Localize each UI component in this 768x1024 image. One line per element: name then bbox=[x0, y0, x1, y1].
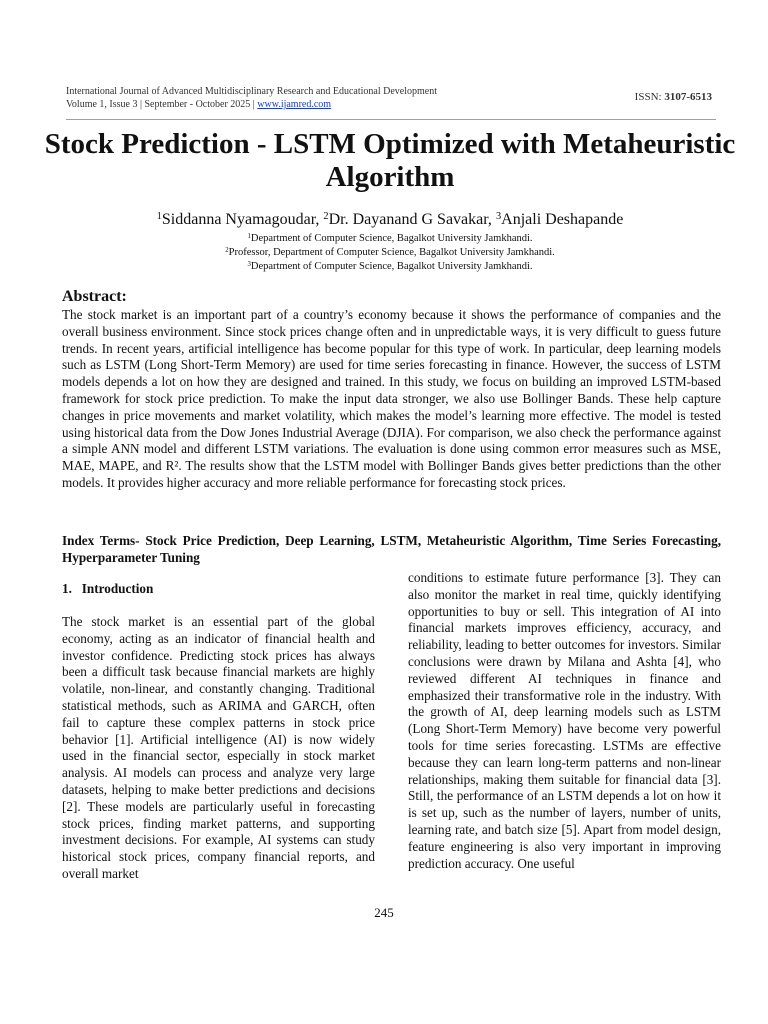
journal-url-link[interactable]: www.ijamred.com bbox=[257, 99, 332, 110]
abstract-text: The stock market is an important part of a country’s economy because it shows the performance of companies and the overall business environment. Since stock prices change often and in unpredictable ways, it is very difficult to guess future trends. In recent years, artificial intelligence has become popular for this type of work. In particular, deep learning models such as LSTM (Long Short-Term Memory) are used for time series forecasting in finance. However, the success of LSTM models depends a lot on how they are designed and trained. In this study, we focus on building an improved LSTM-based framework for stock price prediction. To make the input data stronger, we also use Bollinger Bands. These help capture changes in price movements and market volatility, which makes the model’s learning more effective. The model is tested using historical data from the Dow Jones Industrial Average (DJIA). For comparison, we also check the performance against a simple ANN model and different LSTM variations. The evaluation is done using common error measures such as MSE, MAE, MAPE, and R². The results show that the LSTM model with Bollinger Bands gives better predictions than the other models. It provides higher accuracy and more reliable performance for forecasting stock prices. bbox=[62, 307, 721, 490]
page-number: 245 bbox=[374, 905, 394, 920]
affiliation-2-sup: 2 bbox=[225, 246, 229, 254]
journal-name: International Journal of Advanced Multidisciplinary Research and Educational Development bbox=[66, 86, 437, 97]
affiliation-2 bbox=[40, 247, 740, 259]
author-3-sup: 3 bbox=[495, 211, 502, 223]
affiliation-1-text: Department of Computer Science, Bagalkot University Jamkhandi. bbox=[250, 233, 533, 244]
author-list bbox=[40, 210, 740, 230]
affiliation-3-text: Department of Computer Science, Bagalkot University Jamkhandi. bbox=[250, 261, 533, 272]
issn-label: ISSN: bbox=[634, 91, 662, 103]
introduction-column-left: The stock market is an essential part of the global economy, acting as an indicator of financial health and investor confidence. Predicting stock prices has always been a difficult task because financial markets are highly volatile, non-linear, and constantly changing. Traditional statistical methods, such as ARIMA and GARCH, often fail to capture these complex patterns in stock price behavior [1]. Artificial intelligence (AI) is now widely used in the financial sector, especially in stock market analysis. AI models can process and analyze very large datasets, helping to make better predictions and decisions [2]. These models are particularly useful in forecasting stock prices, finding market patterns, and supporting investment decisions. For example, AI systems can study historical stock prices, company financial reports, and overall market bbox=[62, 614, 375, 881]
author-2-name: Dr. Dayanand G Savakar, bbox=[328, 211, 496, 228]
header-divider bbox=[66, 119, 716, 120]
issn bbox=[635, 91, 712, 104]
affiliation-2-text: Professor, Department of Computer Science, Bagalkot University Jamkhandi. bbox=[228, 247, 555, 258]
introduction-column-right: conditions to estimate future performance [3]. They can also monitor the market in real time, quickly identifying opportunities to buy or sell. This integration of AI into financial markets improves efficiency, accuracy, and reliability, leading to better outcomes for investors. Similar conclusions were drawn by Milana and Ashta [4], who reviewed different AI techniques in finance and emphasized their transformative role in the industry. With the growth of AI, deep learning models such as LSTM (Long Short-Term Memory) have become very powerful tools for time series forecasting. LSTMs are effective because they can learn long-term patterns and non-linear relationships, making them suitable for financial data [3]. Still, the performance of an LSTM depends a lot on how it is set up, such as the number of layers, number of units, learning rate, and batch size [5]. Apart from model design, feature engineering is also very important in improving prediction accuracy. One useful bbox=[408, 570, 721, 871]
affiliation-3 bbox=[40, 261, 740, 273]
author-2-sup: 2 bbox=[323, 211, 329, 223]
abstract-heading: Abstract: bbox=[62, 288, 127, 305]
affiliation-1-sup: 1 bbox=[247, 232, 251, 240]
index-terms: Index Terms- Stock Price Prediction, Deep Learning, LSTM, Metaheuristic Algorithm, Time Series Forecasting, Hyperparameter Tuning bbox=[62, 533, 721, 565]
paper-title: Stock Prediction - LSTM Optimized with Metaheuristic Algorithm bbox=[44, 128, 736, 193]
issn-number: 3107-6513 bbox=[664, 91, 712, 103]
journal-volume-line bbox=[66, 98, 437, 111]
journal-volume: Volume 1, Issue 3 | September - October 2025 | bbox=[66, 99, 255, 110]
affiliation-3-sup: 3 bbox=[247, 260, 251, 268]
section-heading-introduction: 1. Introduction bbox=[62, 581, 154, 596]
author-1-name: Siddanna Nyamagoudar, bbox=[161, 211, 324, 228]
journal-header bbox=[66, 85, 437, 111]
author-3-name: Anjali Deshapande bbox=[501, 211, 624, 228]
author-1-sup: 1 bbox=[156, 211, 162, 223]
affiliation-1 bbox=[40, 233, 740, 245]
